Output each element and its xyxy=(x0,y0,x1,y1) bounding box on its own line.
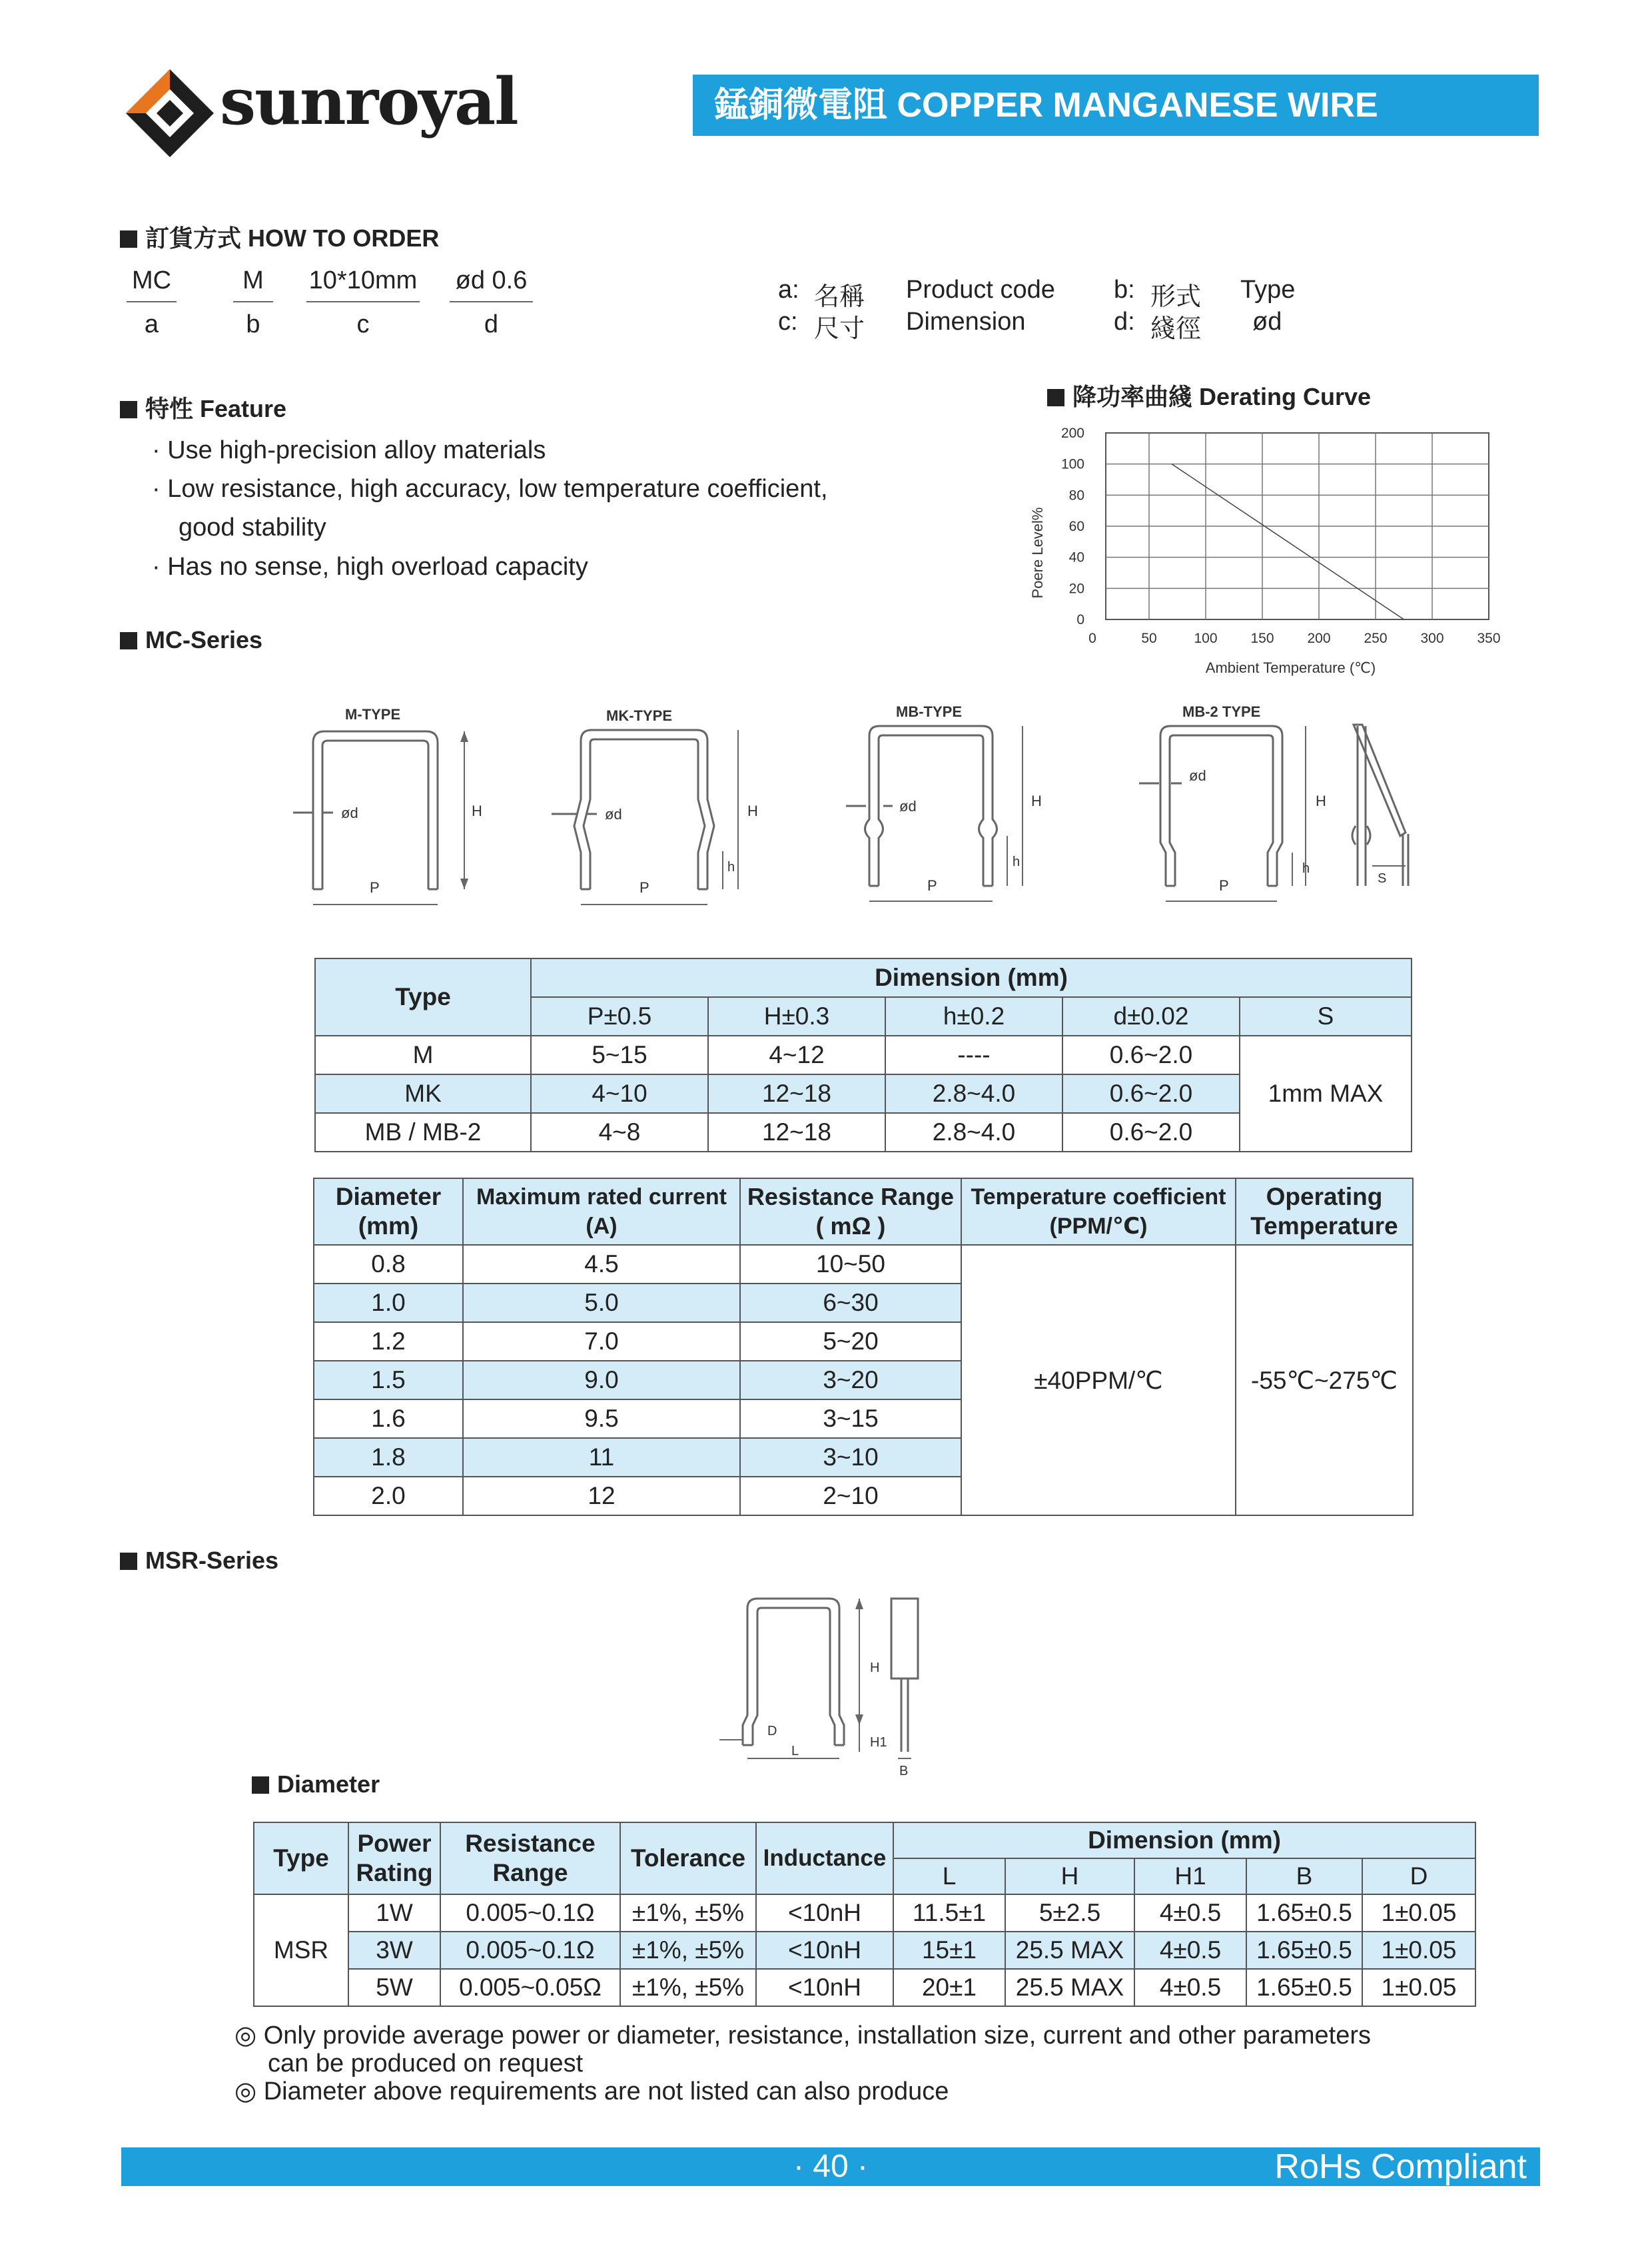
table-cell: 0.005~0.1Ω xyxy=(440,1932,620,1969)
order-letter-b: b xyxy=(246,310,260,338)
page-title: 錳銅微電阻 COPPER MANGANESE WIRE xyxy=(693,75,1539,136)
mk-type-label: MK-TYPE xyxy=(606,707,672,724)
table-cell: 9.5 xyxy=(463,1399,740,1438)
table-cell: 0.6~2.0 xyxy=(1062,1036,1240,1074)
mb2-type-drawing xyxy=(1139,703,1408,901)
msr-l-label: L xyxy=(791,1744,799,1758)
table-cell: 4~12 xyxy=(708,1036,885,1074)
msr-power-header xyxy=(348,1822,440,1894)
msr-type-header: Type xyxy=(254,1822,348,1894)
msr-header-line: Power xyxy=(357,1830,432,1857)
elec-header-line: (PPM/℃) xyxy=(1049,1214,1148,1239)
table-cell: 5.0 xyxy=(463,1284,740,1322)
table-cell: 6~30 xyxy=(740,1284,961,1322)
table-cell: 1.6 xyxy=(314,1399,463,1438)
legend-key-d: d: xyxy=(1114,308,1135,336)
msr-col-header: L xyxy=(893,1858,1005,1894)
dim-col-header: h±0.2 xyxy=(885,997,1062,1036)
elec-header xyxy=(314,1178,463,1245)
table-cell: MB / MB-2 xyxy=(315,1113,531,1152)
dim-col-header: S xyxy=(1240,997,1412,1036)
legend-zh-b: 形式 xyxy=(1150,283,1202,311)
y-tick-label: 60 xyxy=(1068,519,1084,534)
mb2-type-label: MB-2 TYPE xyxy=(1182,703,1261,720)
table-cell: ±1%, ±5% xyxy=(620,1932,756,1969)
table-cell: 2.0 xyxy=(314,1477,463,1515)
x-axis-label: Ambient Temperature (℃) xyxy=(1205,659,1376,676)
brand-logo-icon xyxy=(123,67,216,160)
legend-zh-c: 尺寸 xyxy=(814,315,865,343)
msr-b-label: B xyxy=(899,1764,909,1778)
m-type-p-label: P xyxy=(370,879,380,896)
elec-header xyxy=(1236,1178,1413,1245)
mb-type-hsmall-label: h xyxy=(1013,855,1021,869)
elec-header-line: Resistance Range xyxy=(747,1183,955,1210)
table-cell: 3W xyxy=(348,1932,440,1969)
mb2-type-p-label: P xyxy=(1219,877,1229,894)
msr-tol-header: Tolerance xyxy=(620,1822,756,1894)
x-tick-label: 300 xyxy=(1420,631,1444,646)
legend-en-d: ød xyxy=(1252,308,1282,336)
page-number: · 40 · xyxy=(793,2149,869,2184)
table-cell: 1.65±0.5 xyxy=(1246,1894,1362,1932)
y-tick-label: 0 xyxy=(1076,612,1084,627)
x-tick-label: 350 xyxy=(1477,631,1501,646)
table-cell: 3~15 xyxy=(740,1399,961,1438)
mb-type-p-label: P xyxy=(927,877,937,894)
legend-en-a: Product code xyxy=(906,276,1055,304)
table-cell: 1±0.05 xyxy=(1362,1932,1475,1969)
table-cell: 12~18 xyxy=(708,1113,885,1152)
table-cell: 2.8~4.0 xyxy=(885,1113,1062,1152)
mb-type-d-label: ød xyxy=(899,798,917,815)
mc-type-drawings xyxy=(280,693,1432,919)
order-letter-d: d xyxy=(484,310,499,338)
table-cell: MK xyxy=(315,1074,531,1113)
table-cell: 4±0.5 xyxy=(1134,1894,1246,1932)
elec-header xyxy=(463,1178,740,1245)
elec-header-line: (mm) xyxy=(358,1212,419,1240)
y-axis-label: Poere Level% xyxy=(1029,507,1046,599)
msr-type-cell: MSR xyxy=(254,1894,348,2006)
order-divider xyxy=(233,301,273,302)
table-cell: 0.8 xyxy=(314,1245,463,1284)
table-row xyxy=(254,1969,1475,2006)
table-cell: 1.65±0.5 xyxy=(1246,1932,1362,1969)
dim-col-header: d±0.02 xyxy=(1062,997,1240,1036)
dim-group-header: Dimension (mm) xyxy=(531,958,1412,997)
m-type-drawing xyxy=(293,706,482,905)
note-line: ◎ Only provide average power or diameter, resistance, installation size, current and other parameters xyxy=(234,2022,1371,2050)
msr-col-header: D xyxy=(1362,1858,1475,1894)
table-cell: 12~18 xyxy=(708,1074,885,1113)
elec-header xyxy=(961,1178,1236,1245)
mk-type-p-label: P xyxy=(639,879,649,896)
mc-series-heading xyxy=(120,626,262,654)
order-code-b: M xyxy=(242,266,264,294)
table-cell: 5~15 xyxy=(531,1036,708,1074)
x-tick-label: 50 xyxy=(1141,631,1157,646)
order-code-a: MC xyxy=(131,266,172,294)
legend-key-b: b: xyxy=(1114,276,1135,304)
table-cell: 25.5 MAX xyxy=(1005,1969,1134,2006)
table-cell: 12 xyxy=(463,1477,740,1515)
table-cell: 0.6~2.0 xyxy=(1062,1113,1240,1152)
brand-name: sunroyal xyxy=(220,64,518,139)
derating-heading xyxy=(1047,378,1371,412)
table-cell: 9.0 xyxy=(463,1361,740,1399)
msr-series-label: MSR-Series xyxy=(145,1547,279,1574)
table-cell: 4~10 xyxy=(531,1074,708,1113)
elec-header xyxy=(740,1178,961,1245)
order-divider xyxy=(306,301,420,302)
how-to-order-label: 訂貨方式 HOW TO ORDER xyxy=(145,224,440,252)
table-row xyxy=(254,1894,1475,1932)
elec-header-line: Maximum rated current xyxy=(476,1184,727,1210)
note-line: ◎ Diameter above requirements are not listed can also produce xyxy=(234,2077,949,2105)
mb-type-label: MB-TYPE xyxy=(896,703,962,720)
s-value-cell: 1mm MAX xyxy=(1240,1036,1412,1152)
dim-col-header: P±0.5 xyxy=(531,997,708,1036)
table-cell: 5±2.5 xyxy=(1005,1894,1134,1932)
legend-en-b: Type xyxy=(1240,276,1296,304)
electrical-table xyxy=(313,1178,1414,1516)
table-cell: 1±0.05 xyxy=(1362,1969,1475,2006)
order-divider xyxy=(450,301,533,302)
diameter-label: Diameter xyxy=(277,1770,380,1798)
order-letter-a: a xyxy=(144,310,159,338)
table-cell: <10nH xyxy=(756,1969,893,2006)
msr-header-line: Resistance xyxy=(465,1830,596,1857)
feature-item: · Low resistance, high accuracy, low temperature coefficient, xyxy=(152,475,828,503)
msr-drawing xyxy=(713,1592,933,1778)
table-cell: 4~8 xyxy=(531,1113,708,1152)
msr-res-header xyxy=(440,1822,620,1894)
table-cell: 0.005~0.05Ω xyxy=(440,1969,620,2006)
msr-ind-header: Inductance xyxy=(756,1822,893,1894)
mb-type-h-label: H xyxy=(1031,793,1042,809)
m-type-d-label: ød xyxy=(341,805,358,821)
table-cell: 15±1 xyxy=(893,1932,1005,1969)
legend-zh-a: 名稱 xyxy=(814,283,865,311)
elec-header-line: (A) xyxy=(586,1214,618,1239)
table-cell: 0.005~0.1Ω xyxy=(440,1894,620,1932)
x-tick-label: 150 xyxy=(1250,631,1274,646)
legend-key-c: c: xyxy=(778,308,798,336)
table-cell: 3~20 xyxy=(740,1361,961,1399)
table-cell: 7.0 xyxy=(463,1322,740,1361)
y-tick-label: 80 xyxy=(1068,488,1084,504)
elec-header-line: Temperature xyxy=(1250,1212,1398,1240)
table-cell: 1.8 xyxy=(314,1438,463,1477)
table-cell: 0.6~2.0 xyxy=(1062,1074,1240,1113)
table-cell: 1.5 xyxy=(314,1361,463,1399)
order-letter-c: c xyxy=(356,310,370,338)
msr-header-line: Rating xyxy=(356,1859,433,1886)
msr-table xyxy=(253,1822,1476,2007)
elec-header-line: Operating xyxy=(1266,1183,1383,1210)
table-cell: 5~20 xyxy=(740,1322,961,1361)
table-cell: 1.65±0.5 xyxy=(1246,1969,1362,2006)
msr-col-header: B xyxy=(1246,1858,1362,1894)
table-cell: 4.5 xyxy=(463,1245,740,1284)
table-cell: ±1%, ±5% xyxy=(620,1969,756,2006)
msr-series-heading xyxy=(120,1547,278,1575)
mb2-type-d-label: ød xyxy=(1189,767,1206,784)
tc-value-cell: ±40PPM/℃ xyxy=(961,1245,1236,1515)
mb2-type-s-label: S xyxy=(1378,871,1387,886)
msr-dim-header: Dimension (mm) xyxy=(893,1822,1475,1858)
msr-h1-label: H1 xyxy=(870,1735,887,1750)
derating-chart xyxy=(999,420,1519,686)
x-tick-label: 0 xyxy=(1088,631,1096,646)
msr-header-line: Range xyxy=(492,1859,568,1886)
order-divider xyxy=(127,301,177,302)
op-temp-cell: -55℃~275℃ xyxy=(1236,1245,1413,1515)
mb-type-drawing xyxy=(846,703,1042,901)
table-row xyxy=(315,1036,1412,1074)
feature-heading xyxy=(120,390,286,424)
table-cell: 10~50 xyxy=(740,1245,961,1284)
mb2-type-h-label: H xyxy=(1316,793,1326,809)
m-type-label: M-TYPE xyxy=(345,706,401,723)
m-type-h-label: H xyxy=(472,803,482,819)
table-cell: 1±0.05 xyxy=(1362,1894,1475,1932)
msr-d-label: D xyxy=(767,1724,777,1738)
msr-col-header: H xyxy=(1005,1858,1134,1894)
dim-col-header: H±0.3 xyxy=(708,997,885,1036)
derating-title: 降功率曲綫 Derating Curve xyxy=(1072,383,1372,410)
order-code-d: ød 0.6 xyxy=(455,266,528,294)
msr-h-label: H xyxy=(870,1661,880,1675)
table-cell: 5W xyxy=(348,1969,440,2006)
derating-line xyxy=(1172,464,1404,619)
x-tick-label: 200 xyxy=(1307,631,1331,646)
table-cell: 3~10 xyxy=(740,1438,961,1477)
legend-key-a: a: xyxy=(778,276,799,304)
table-cell: 25.5 MAX xyxy=(1005,1932,1134,1969)
feature-label: 特性 Feature xyxy=(145,395,287,422)
mc-series-label: MC-Series xyxy=(145,626,263,653)
table-cell: M xyxy=(315,1036,531,1074)
feature-item: good stability xyxy=(179,514,326,542)
table-cell: <10nH xyxy=(756,1932,893,1969)
x-tick-label: 100 xyxy=(1194,631,1218,646)
feature-item: · Has no sense, high overload capacity xyxy=(152,553,588,581)
table-cell: 11 xyxy=(463,1438,740,1477)
table-row xyxy=(314,1245,1413,1284)
x-tick-label: 250 xyxy=(1364,631,1388,646)
diameter-heading xyxy=(252,1770,380,1798)
table-cell: 1.0 xyxy=(314,1284,463,1322)
how-to-order-heading xyxy=(120,220,439,254)
mk-type-hsmall-label: h xyxy=(727,860,735,875)
mk-type-d-label: ød xyxy=(605,806,622,823)
table-cell: 1.2 xyxy=(314,1322,463,1361)
rohs-label: RoHs Compliant xyxy=(1274,2147,1527,2186)
msr-col-header: H1 xyxy=(1134,1858,1246,1894)
legend-en-c: Dimension xyxy=(906,308,1026,336)
table-cell: 4±0.5 xyxy=(1134,1932,1246,1969)
table-cell: 20±1 xyxy=(893,1969,1005,2006)
mk-type-h-label: H xyxy=(747,803,758,819)
legend-zh-d: 綫徑 xyxy=(1150,315,1202,343)
dimension-table xyxy=(314,958,1412,1152)
table-cell: 2.8~4.0 xyxy=(885,1074,1062,1113)
table-cell: 1W xyxy=(348,1894,440,1932)
elec-header-line: ( mΩ ) xyxy=(815,1212,886,1240)
y-tick-label: 20 xyxy=(1068,581,1084,597)
table-cell: 11.5±1 xyxy=(893,1894,1005,1932)
elec-header-line: Temperature coefficient xyxy=(971,1184,1226,1210)
table-cell: <10nH xyxy=(756,1894,893,1932)
y-tick-label: 40 xyxy=(1068,550,1084,565)
table-row xyxy=(254,1932,1475,1969)
y-tick-label: 200 xyxy=(1060,426,1084,441)
order-code-c: 10*10mm xyxy=(308,266,418,294)
y-tick-label: 100 xyxy=(1060,456,1084,472)
table-cell: ±1%, ±5% xyxy=(620,1894,756,1932)
note-line: can be produced on request xyxy=(268,2050,584,2077)
elec-header-line: Diameter xyxy=(335,1183,442,1210)
table-cell: ---- xyxy=(885,1036,1062,1074)
mb2-type-hsmall-label: h xyxy=(1302,861,1310,876)
table-cell: 2~10 xyxy=(740,1477,961,1515)
feature-item: · Use high-precision alloy materials xyxy=(152,436,546,464)
dim-type-header: Type xyxy=(315,958,531,1036)
table-cell: 4±0.5 xyxy=(1134,1969,1246,2006)
mk-type-drawing xyxy=(552,707,758,905)
footer-bar xyxy=(121,2147,1540,2186)
